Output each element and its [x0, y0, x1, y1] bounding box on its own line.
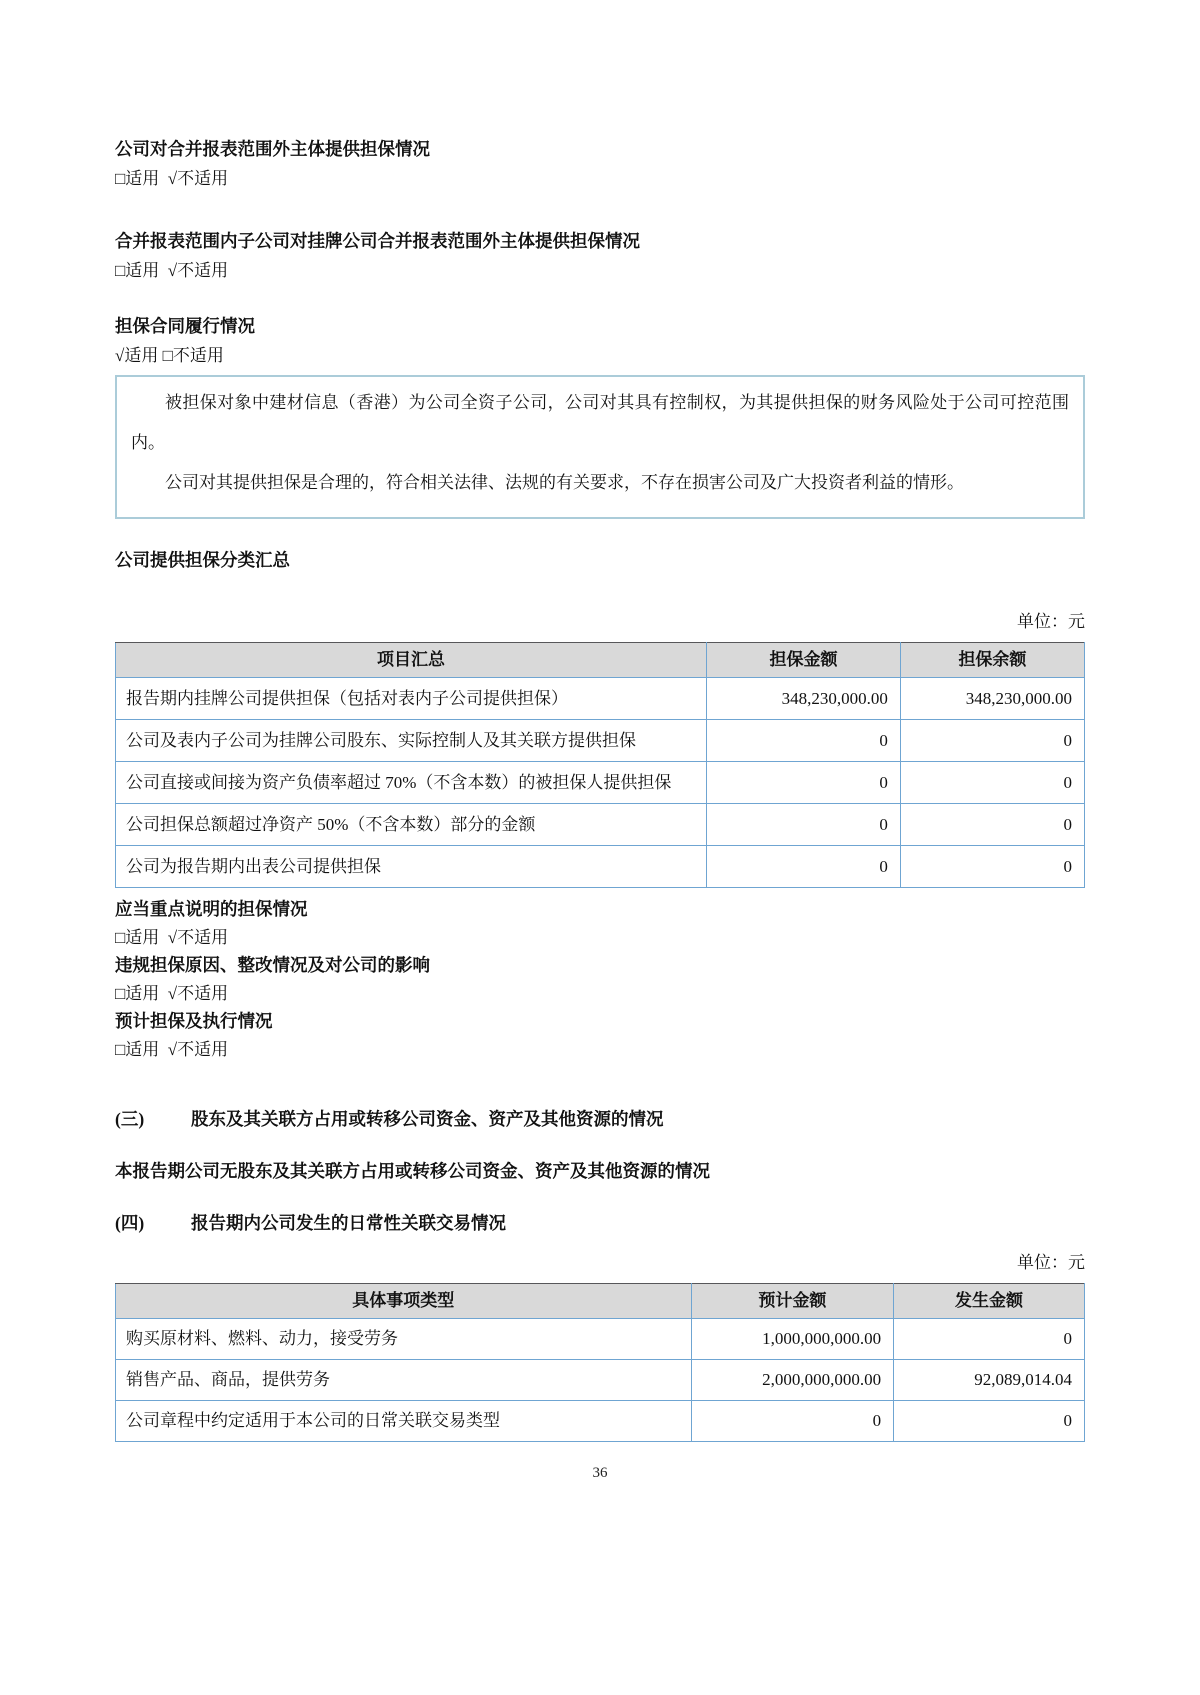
table-row: [116, 1319, 1085, 1360]
section-four-number: (四): [115, 1213, 145, 1233]
cell-incurred-amount: 0: [894, 1401, 1085, 1442]
cell-balance: 0: [900, 846, 1084, 888]
col-header-expected-amount: 预计金额: [691, 1284, 894, 1319]
section-title-external-guarantee: 公司对合并报表范围外主体提供担保情况: [115, 139, 430, 159]
unit-note-related: 单位：元: [1017, 1253, 1085, 1272]
applicability-options-key-guarantee: □适用 √不适用: [115, 928, 229, 947]
col-header-transaction-type: 具体事项类型: [116, 1284, 692, 1319]
section-title-subsidiary-external-guarantee: 合并报表范围内子公司对挂牌公司合并报表范围外主体提供担保情况: [115, 231, 640, 251]
section-four-title: 报告期内公司发生的日常性关联交易情况: [191, 1213, 506, 1233]
col-header-guarantee-amount: 担保金额: [707, 643, 901, 678]
page-number: 36: [592, 1465, 608, 1481]
applicability-options-expected-guarantee: □适用 √不适用: [115, 1040, 229, 1059]
cell-transaction-type: 购买原材料、燃料、动力，接受劳务: [116, 1319, 692, 1360]
col-header-incurred-amount: 发生金额: [894, 1284, 1085, 1319]
contract-performance-note-box: [115, 375, 1085, 519]
applicability-options-contract-performance: √适用 □不适用: [115, 346, 224, 365]
cell-expected-amount: 0: [691, 1401, 894, 1442]
cell-balance: 348,230,000.00: [900, 678, 1084, 720]
section-three-body: 本报告期公司无股东及其关联方占用或转移公司资金、资产及其他资源的情况: [115, 1161, 710, 1181]
applicability-options-subsidiary-guarantee: □适用 √不适用: [115, 261, 229, 280]
unit-note-summary: 单位：元: [1017, 612, 1085, 631]
section-title-key-guarantee-notes: 应当重点说明的担保情况: [115, 899, 308, 919]
cell-balance: 0: [900, 762, 1084, 804]
section-three-heading: [115, 1108, 1085, 1131]
note-paragraph-1: 被担保对象中建材信息（香港）为公司全资子公司，公司对其具有控制权，为其提供担保的财务风险处于公司可控范围内。: [131, 393, 1069, 452]
table-row: [116, 846, 1085, 888]
section-title-contract-performance: 担保合同履行情况: [115, 316, 255, 336]
section-title-guarantee-summary: 公司提供担保分类汇总: [115, 550, 290, 570]
cell-item: 报告期内挂牌公司提供担保（包括对表内子公司提供担保）: [116, 678, 707, 720]
table-row: [116, 762, 1085, 804]
table-row: [116, 720, 1085, 762]
cell-item: 公司担保总额超过净资产 50%（不含本数）部分的金额: [116, 804, 707, 846]
table-row: [116, 678, 1085, 720]
table-row: [116, 1401, 1085, 1442]
applicability-options-violation-guarantee: □适用 √不适用: [115, 984, 229, 1003]
cell-expected-amount: 1,000,000,000.00: [691, 1319, 894, 1360]
cell-amount: 0: [707, 762, 901, 804]
col-header-item-summary: 项目汇总: [116, 643, 707, 678]
cell-amount: 348,230,000.00: [707, 678, 901, 720]
cell-item: 公司直接或间接为资产负债率超过 70%（不含本数）的被担保人提供担保: [116, 762, 707, 804]
note-paragraph-2: 公司对其提供担保是合理的，符合相关法律、法规的有关要求，不存在损害公司及广大投资者利益的情形。: [165, 473, 964, 492]
section-three-number: (三): [115, 1109, 145, 1129]
cell-item: 公司及表内子公司为挂牌公司股东、实际控制人及其关联方提供担保: [116, 720, 707, 762]
section-title-expected-guarantee: 预计担保及执行情况: [115, 1011, 273, 1031]
section-four-heading: [115, 1212, 1085, 1235]
cell-transaction-type: 销售产品、商品，提供劳务: [116, 1360, 692, 1401]
col-header-guarantee-balance: 担保余额: [900, 643, 1084, 678]
section-title-violation-guarantee: 违规担保原因、整改情况及对公司的影响: [115, 955, 430, 975]
related-transactions-table: [115, 1283, 1085, 1442]
guarantee-summary-table: [115, 642, 1085, 888]
cell-transaction-type: 公司章程中约定适用于本公司的日常关联交易类型: [116, 1401, 692, 1442]
table-header-row: [116, 643, 1085, 678]
applicability-options-external-guarantee: □适用 √不适用: [115, 169, 229, 188]
cell-incurred-amount: 0: [894, 1319, 1085, 1360]
section-three-title: 股东及其关联方占用或转移公司资金、资产及其他资源的情况: [191, 1109, 664, 1129]
cell-balance: 0: [900, 720, 1084, 762]
cell-expected-amount: 2,000,000,000.00: [691, 1360, 894, 1401]
cell-balance: 0: [900, 804, 1084, 846]
cell-incurred-amount: 92,089,014.04: [894, 1360, 1085, 1401]
cell-item: 公司为报告期内出表公司提供担保: [116, 846, 707, 888]
cell-amount: 0: [707, 720, 901, 762]
cell-amount: 0: [707, 804, 901, 846]
table-header-row: [116, 1284, 1085, 1319]
table-row: [116, 804, 1085, 846]
cell-amount: 0: [707, 846, 901, 888]
table-row: [116, 1360, 1085, 1401]
